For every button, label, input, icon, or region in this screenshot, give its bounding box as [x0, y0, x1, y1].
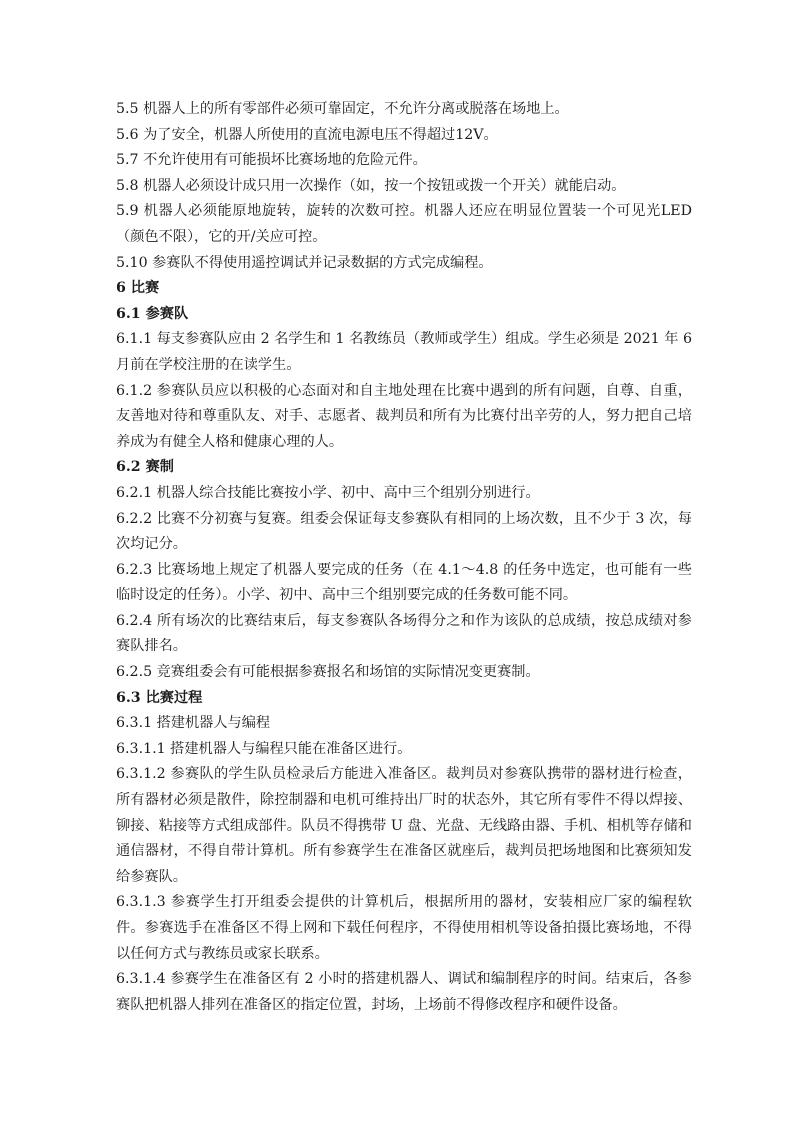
rule-5-9: 5.9 机器人必须能原地旋转，旋转的次数可控。机器人还应在明显位置装一个可见光LED（颜色不限），它的开/关应可控。	[116, 203, 692, 245]
rule-6-3-1-1: 6.3.1.1 搭建机器人与编程只能在准备区进行。	[116, 740, 412, 757]
document-page	[116, 97, 692, 1018]
section-6-2-heading: 6.2 赛制	[116, 459, 174, 476]
rule-6-3-1-4: 6.3.1.4 参赛学生在准备区有 2 小时的搭建机器人、调试和编制程序的时间。结束后，各参赛队把机器人排列在准备区的指定位置，封场，上场前不得修改程序和硬件设备。	[116, 971, 692, 1013]
section-6-heading: 6 比赛	[116, 280, 160, 297]
rule-6-2-1: 6.2.1 机器人综合技能比赛按小学、初中、高中三个组别分别进行。	[116, 484, 540, 501]
section-6-1-heading: 6.1 参赛队	[116, 305, 189, 322]
rule-6-3-1: 6.3.1 搭建机器人与编程	[116, 715, 271, 732]
rule-5-10: 5.10 参赛队不得使用遥控调试并记录数据的方式完成编程。	[116, 254, 493, 271]
rule-6-2-3: 6.2.3 比赛场地上规定了机器人要完成的任务（在 4.1～4.8 的任务中选定，也可能有一些临时设定的任务）。小学、初中、高中三个组别要完成的任务数可能不同。	[116, 561, 692, 604]
rule-6-3-1-2: 6.3.1.2 参赛队的学生队员检录后方能进入准备区。裁判员对参赛队携带的器材进行检查，所有器材必须是散件，除控制器和电机可维持出厂时的状态外，其它所有零件不得以焊接、铆接、粘接等方式组成部件。队员不得携带 U 盘、光盘、无线路由器、手机、相机等存储和通信器材，不得自带计算机。所有参赛学生在准备区就座后，裁判员把场地图和比赛须知发给参赛队。	[116, 766, 692, 885]
rule-5-5: 5.5 机器人上的所有零部件必须可靠固定，不允许分离或脱落在场地上。	[116, 101, 569, 117]
rule-6-1-1: 6.1.1 每支参赛队应由 2 名学生和 1 名教练员（教师或学生）组成。学生必须是 2021 年 6 月前在学校注册的在读学生。	[116, 331, 692, 373]
rule-6-2-5: 6.2.5 竞赛组委会有可能根据参赛报名和场馆的实际情况变更赛制。	[116, 664, 540, 681]
rule-5-7: 5.7 不允许使用有可能损坏比赛场地的危险元件。	[116, 152, 427, 169]
rule-6-1-2: 6.1.2 参赛队员应以积极的心态面对和自主地处理在比赛中遇到的所有问题，自尊、自重，友善地对待和尊重队友、对手、志愿者、裁判员和所有为比赛付出辛劳的人，努力把自己培养成为有健全人格和健康心理的人。	[116, 382, 692, 450]
rule-6-3-1-3: 6.3.1.3 参赛学生打开组委会提供的计算机后，根据所用的器材，安装相应厂家的编程软件。参赛选手在准备区不得上网和下载任何程序，不得使用相机等设备拍摄比赛场地，不得以任何方式与教练员或家长联系。	[116, 894, 692, 962]
rule-6-2-2: 6.2.2 比赛不分初赛与复赛。组委会保证每支参赛队有相同的上场次数，且不少于 3 次，每次均记分。	[116, 510, 692, 553]
section-6-3-heading: 6.3 比赛过程	[116, 689, 203, 706]
rule-5-6: 5.6 为了安全，机器人所使用的直流电源电压不得超过12V。	[116, 126, 498, 143]
rule-5-8: 5.8 机器人必须设计成只用一次操作（如，按一个按钮或拨一个开关）就能启动。	[116, 177, 626, 194]
rule-6-2-4: 6.2.4 所有场次的比赛结束后，每支参赛队各场得分之和作为该队的总成绩，按总成绩对参赛队排名。	[116, 612, 692, 655]
